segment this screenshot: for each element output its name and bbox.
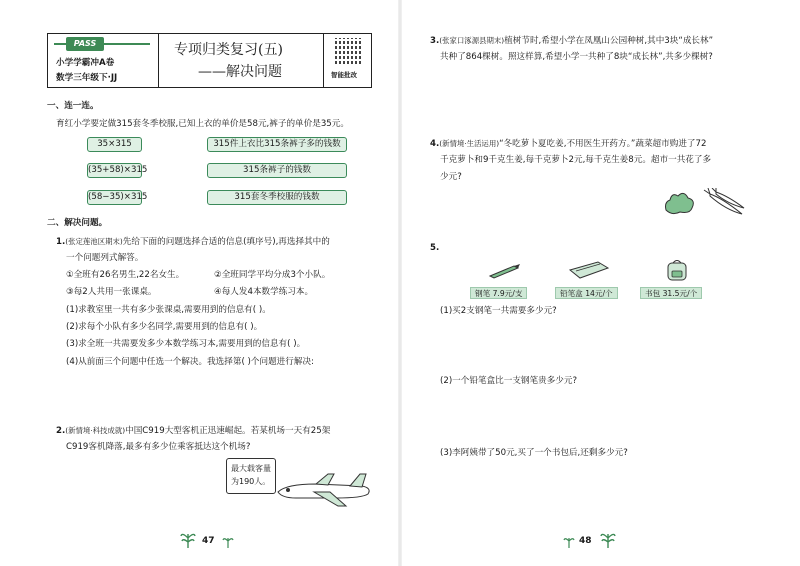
question-text: 中国C919大型客机正迅速崛起。若某机场一天有25架	[125, 426, 331, 436]
match-option-left[interactable]: (35+58)×315	[87, 163, 142, 178]
question-text: 植树节时,希望小学在凤凰山公园种树,其中3块“成长林”	[504, 36, 714, 46]
plant-icon	[180, 530, 196, 548]
speech-bubble	[226, 458, 276, 494]
radish-icon	[702, 188, 746, 218]
qr-code-icon[interactable]	[335, 38, 361, 64]
header-divider	[158, 34, 159, 87]
section-heading: 二、解决问题。	[47, 218, 108, 228]
question-source: (张定莲池区期末)	[65, 237, 123, 246]
question-text: 少元?	[440, 172, 462, 182]
match-option-left[interactable]: 35×315	[87, 137, 142, 152]
question-text: “冬吃萝卜夏吃姜,不用医生开药方。”蔬菜超市购进了72	[499, 139, 707, 149]
page-number: 48	[579, 536, 592, 546]
question-text: C919客机降落,最多有多少位乘客抵达这个机场?	[66, 442, 251, 452]
question-number: 4.	[430, 139, 440, 149]
question-number: 1.	[56, 237, 66, 247]
bubble-text: 最大载客量	[231, 464, 271, 473]
grade-label: 数学三年级下·JJ	[56, 73, 118, 83]
question-text: 千克萝卜和9千克生姜,每千克萝卜2元,每千克生姜8元。超市一共花了多	[440, 155, 712, 165]
bubble-text: 为190人。	[231, 477, 271, 486]
sub-question: (1)求教室里一共有多少张课桌,需要用到的信息有( )。	[66, 305, 271, 315]
match-option-right[interactable]: 315条裤子的钱数	[207, 163, 347, 178]
sub-question: (3)求全班一共需要发多少本数学练习本,需要用到的信息有( )。	[66, 339, 306, 349]
sub-question: (2)求每个小队有多少名同学,需要用到的信息有( )。	[66, 322, 263, 332]
question-stem: 育红小学要定做315套冬季校服,已知上衣的单价是58元,裤子的单价是35元。	[56, 119, 349, 129]
plant-icon	[563, 534, 575, 548]
pen-icon	[488, 262, 522, 280]
page-subtitle: ——解决问题	[198, 64, 282, 80]
ginger-icon	[662, 188, 698, 216]
page-number: 47	[202, 536, 215, 546]
question-text: 一个问题列式解答。	[66, 253, 144, 263]
question-number: 3.	[430, 36, 440, 46]
info-item: ①全班有26名男生,22名女生。	[66, 270, 185, 280]
match-option-left[interactable]: (58−35)×315	[87, 190, 142, 205]
question-3-line1	[430, 35, 713, 47]
question-4-line1	[430, 138, 706, 150]
plant-icon	[222, 534, 234, 548]
right-page	[400, 0, 800, 566]
info-item: ④每人发4本数学练习本。	[214, 287, 314, 297]
match-option-right[interactable]: 315套冬季校服的钱数	[207, 190, 347, 205]
backpack-icon	[664, 258, 690, 282]
sub-question: (1)买2支钢笔一共需要多少元?	[440, 306, 557, 316]
sub-question: (2)一个铅笔盒比一支钢笔贵多少元?	[440, 376, 578, 386]
question-2-line1	[56, 425, 330, 437]
question-text: 先给下面的问题选择合适的信息(填序号),再选择其中的	[122, 237, 330, 247]
series-name: 小学学霸冲A卷	[56, 58, 115, 68]
section-heading: 一、连一连。	[47, 101, 99, 111]
header-divider	[323, 34, 324, 87]
match-option-right[interactable]: 315件上衣比315条裤子多的钱数	[207, 137, 347, 152]
page-title: 专项归类复习(五)	[174, 42, 283, 58]
qr-caption: 智能批改	[331, 71, 357, 79]
question-number: 2.	[56, 426, 66, 436]
sub-question: (4)从前面三个问题中任选一个解决。我选择第( )个问题进行解决:	[66, 357, 314, 367]
question-1-line1	[56, 236, 330, 248]
header-box	[47, 33, 372, 88]
pencil-case-icon	[568, 260, 610, 280]
info-item: ③每2人共用一张课桌。	[66, 287, 157, 297]
airplane-icon	[276, 470, 376, 510]
question-number: 5.	[430, 243, 440, 253]
info-item: ②全班同学平均分成3个小队。	[214, 270, 331, 280]
pass-logo: PASS	[66, 37, 104, 51]
sub-question: (3)李阿姨带了50元,买了一个书包后,还剩多少元?	[440, 448, 628, 458]
price-tag-pen: 钢笔 7.9元/支	[470, 287, 527, 299]
price-tag-backpack: 书包 31.5元/个	[640, 287, 702, 299]
question-source: (新情境·生活运用)	[439, 139, 500, 148]
question-source: (张家口涿源县期末)	[439, 36, 505, 45]
price-tag-pencil-case: 铅笔盒 14元/个	[555, 287, 618, 299]
question-text: 共种了864棵树。照这样算,希望小学一共种了8块“成长林”,共多少棵树?	[440, 52, 713, 62]
question-source: (新情境·科技成就)	[65, 426, 126, 435]
plant-icon	[600, 530, 616, 548]
